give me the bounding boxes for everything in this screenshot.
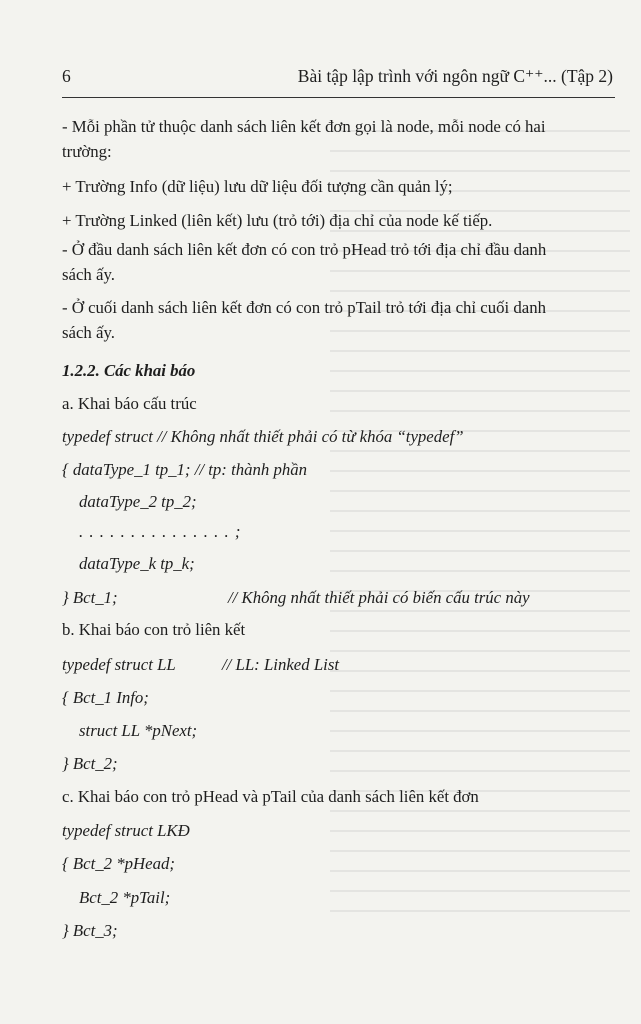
- code-line: typedef struct LKĐ: [62, 821, 190, 840]
- page-number: 6: [62, 66, 71, 86]
- section-title: 1.2.2. Các khai báo: [62, 361, 196, 380]
- running-header: [62, 66, 613, 87]
- paragraph-phead-line1: - Ở đầu danh sách liên kết đơn có con trỏ pHead trỏ tới địa chỉ đầu danh: [62, 240, 547, 259]
- paragraph-ptail-line1: - Ở cuối danh sách liên kết đơn có con trỏ pTail trỏ tới địa chỉ cuối danh: [62, 298, 546, 317]
- paragraph-phead-line2: sách ấy.: [62, 265, 115, 284]
- running-title: Bài tập lập trình với ngôn ngữ C⁺⁺... (Tập 2): [297, 66, 613, 86]
- paragraph-node-line2: trường:: [62, 142, 112, 161]
- code-comment: // Không nhất thiết phải có biến cấu trúc này: [228, 588, 530, 607]
- code-line: { Bct_1 Info;: [62, 688, 149, 707]
- code-line: struct LL *pNext;: [79, 721, 198, 740]
- code-line: } Bct_2;: [62, 754, 118, 773]
- code-line: } Bct_1;: [62, 588, 118, 607]
- header-rule: [62, 97, 615, 98]
- code-line: { dataType_1 tp_1; // tp: thành phần: [62, 460, 308, 479]
- subheading-c: c. Khai báo con trỏ pHead và pTail của danh sách liên kết đơn: [62, 787, 479, 806]
- code-line: typedef struct // Không nhất thiết phải có từ khóa “typedef”: [62, 427, 464, 446]
- code-line: { Bct_2 *pHead;: [62, 854, 175, 873]
- code-line: typedef struct LL: [62, 655, 176, 674]
- paragraph-linked-field: + Trường Linked (liên kết) lưu (trỏ tới) địa chỉ của node kế tiếp.: [62, 211, 493, 230]
- code-line: } Bct_3;: [62, 921, 118, 940]
- code-line: Bct_2 *pTail;: [79, 888, 171, 907]
- paragraph-node-line1: - Mỗi phần tử thuộc danh sách liên kết đơn gọi là node, mỗi node có hai: [62, 117, 546, 136]
- code-line: dataType_k tp_k;: [79, 554, 195, 573]
- code-line: dataType_2 tp_2;: [79, 492, 197, 511]
- code-comment: // LL: Linked List: [222, 655, 340, 674]
- subheading-b: b. Khai báo con trỏ liên kết: [62, 620, 246, 639]
- code-line-ellipsis: . . . . . . . . . . . . . . . ;: [79, 522, 242, 541]
- paragraph-info-field: + Trường Info (dữ liệu) lưu dữ liệu đối tượng cần quản lý;: [62, 177, 453, 196]
- paragraph-ptail-line2: sách ấy.: [62, 323, 115, 342]
- subheading-a: a. Khai báo cấu trúc: [62, 394, 197, 413]
